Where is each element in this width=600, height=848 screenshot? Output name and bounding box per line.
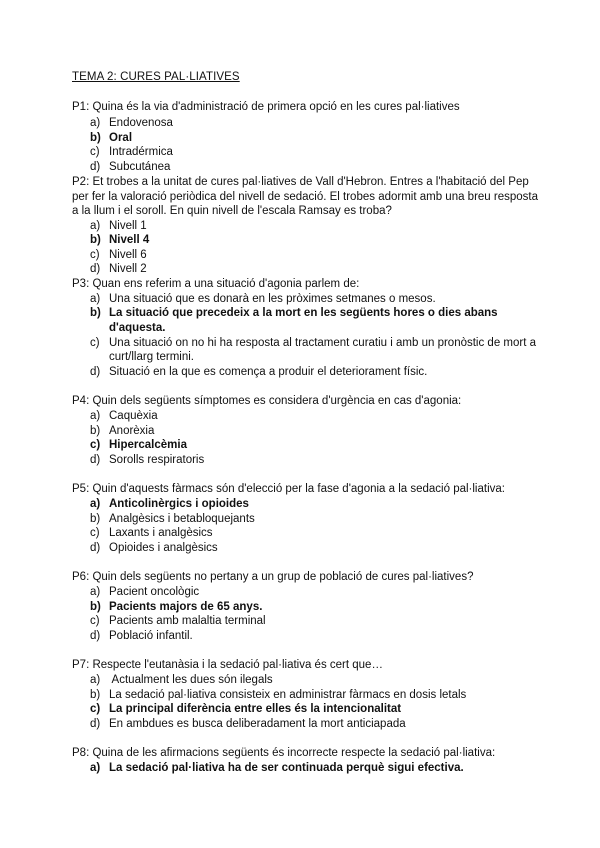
question-1-text: P1: Quina és la via d'administració de primera opció en les cures pal·liatives — [72, 101, 460, 113]
option-letter: a) — [90, 220, 101, 232]
option-letter: b) — [90, 234, 101, 246]
option-letter: a) — [90, 498, 101, 510]
question-4-option-c — [90, 438, 187, 453]
question-5-option-b — [90, 512, 255, 527]
question-3-option-d — [90, 365, 427, 380]
option-text: Sorolls respiratoris — [109, 454, 205, 466]
option-text: Situació en la que es comença a produir el deteriorament físic. — [109, 366, 428, 378]
option-letter: d) — [90, 542, 101, 554]
option-text: Laxants i analgèsics — [109, 527, 213, 539]
question-5-option-a — [90, 497, 249, 512]
option-text: La sedació pal·liativa consisteix en administrar fàrmacs en dosis letals — [109, 689, 467, 701]
question-7-text: P7: Respecte l'eutanàsia i la sedació pal·liativa és cert que… — [72, 659, 383, 671]
option-text: Nivell 4 — [109, 234, 150, 246]
question-5-text: P5: Quin d'aquests fàrmacs són d'elecció per la fase d'agonia a la sedació pal·liativa: — [72, 483, 505, 495]
option-letter: a) — [90, 410, 101, 422]
option-letter: b) — [90, 425, 101, 437]
option-text: Opioides i analgèsics — [109, 542, 218, 554]
option-text: Hipercalcèmia — [109, 439, 187, 451]
question-2-text-line-1: P2: Et trobes a la unitat de cures pal·liatives de Vall d'Hebron. Entres a l'habitació del Pep — [72, 176, 529, 188]
question-5-option-d — [90, 541, 218, 556]
option-text: Nivell 6 — [109, 249, 147, 261]
question-5-option-c — [90, 526, 213, 541]
question-2-option-a — [90, 219, 147, 234]
option-text: Nivell 2 — [109, 263, 147, 275]
question-2-option-b — [90, 233, 149, 248]
option-text: Endovenosa — [109, 117, 173, 129]
option-letter: d) — [90, 630, 101, 642]
option-text: Actualment les dues són ilegals — [109, 674, 273, 686]
question-3-option-b-continuation: d'aquesta. — [109, 322, 166, 334]
question-7-option-d — [90, 717, 406, 732]
option-letter: b) — [90, 513, 101, 525]
option-text: Nivell 1 — [109, 220, 147, 232]
question-3-option-c — [90, 336, 536, 351]
option-letter: b) — [90, 132, 101, 144]
option-letter: d) — [90, 366, 101, 378]
option-letter: a) — [90, 293, 101, 305]
option-letter: c) — [90, 527, 100, 539]
option-text: Oral — [109, 132, 133, 144]
option-letter: d) — [90, 161, 101, 173]
option-letter: c) — [90, 146, 100, 158]
option-letter: a) — [90, 762, 101, 774]
question-7-option-c — [90, 702, 401, 717]
question-1-option-c — [90, 145, 173, 160]
option-text: Caquèxia — [109, 410, 158, 422]
document-title: TEMA 2: CURES PAL·LIATIVES — [72, 71, 240, 83]
option-text: La sedació pal·liativa ha de ser continuada perquè sigui efectiva. — [109, 762, 464, 774]
option-letter: c) — [90, 703, 101, 715]
question-6-option-a — [90, 585, 199, 600]
option-letter: c) — [90, 337, 100, 349]
question-3-option-a — [90, 292, 436, 307]
question-8-text: P8: Quina de les afirmacions següents és incorrecte respecte la sedació pal·liativa: — [72, 747, 496, 759]
option-text: Pacients majors de 65 anys. — [109, 601, 263, 613]
option-text: Pacient oncològic — [109, 586, 200, 598]
option-text: Una situació on no hi ha resposta al tractament curatiu i amb un pronòstic de mort a — [109, 337, 537, 349]
question-6-text: P6: Quin dels següents no pertany a un grup de població de cures pal·liatives? — [72, 571, 474, 583]
question-2-option-d — [90, 262, 147, 277]
option-text: En ambdues es busca deliberadament la mort anticiapada — [109, 718, 406, 730]
question-4-option-a — [90, 409, 158, 424]
option-letter: c) — [90, 615, 100, 627]
question-2-option-c — [90, 248, 147, 263]
option-text: Anticolinèrgics i opioides — [109, 498, 249, 510]
option-letter: a) — [90, 586, 101, 598]
question-6-option-c — [90, 614, 266, 629]
question-4-option-b — [90, 424, 154, 439]
question-2-text-line-3: a la llum i el soroll. En quin nivell de l'escala Ramsay es troba? — [72, 205, 392, 217]
question-2-text-line-2: per fer la valoració periòdica del nivell de sedació. El trobes adormit amb una breu resposta — [72, 191, 539, 203]
option-letter: d) — [90, 454, 101, 466]
question-1-option-a — [90, 116, 173, 131]
option-text: La principal diferència entre elles és la intencionalitat — [109, 703, 402, 715]
option-text: Intradérmica — [109, 146, 173, 158]
question-8-option-a — [90, 761, 464, 776]
option-text: Pacients amb malaltia terminal — [109, 615, 266, 627]
question-4-option-d — [90, 453, 204, 468]
option-letter: b) — [90, 601, 101, 613]
option-letter: a) — [90, 117, 101, 129]
question-4-text: P4: Quin dels següents símptomes es considera d'urgència en cas d'agonia: — [72, 395, 462, 407]
question-1-option-d — [90, 160, 170, 175]
option-text: Analgèsics i betabloquejants — [109, 513, 255, 525]
option-text: Subcutánea — [109, 161, 171, 173]
option-letter: d) — [90, 718, 101, 730]
option-letter: c) — [90, 439, 101, 451]
question-3-option-b — [90, 306, 498, 321]
option-letter: d) — [90, 263, 101, 275]
option-text: Anorèxia — [109, 425, 155, 437]
question-7-option-b — [90, 688, 466, 703]
option-text: Població infantil. — [109, 630, 193, 642]
option-letter: b) — [90, 307, 101, 319]
option-text: La situació que precedeix a la mort en les següents hores o dies abans — [109, 307, 498, 319]
question-7-option-a — [90, 673, 273, 688]
question-6-option-b — [90, 600, 262, 615]
question-1-option-b — [90, 131, 132, 146]
question-3-option-c-continuation: curt/llarg termini. — [109, 351, 194, 363]
option-letter: b) — [90, 689, 101, 701]
option-letter: c) — [90, 249, 100, 261]
option-letter: a) — [90, 674, 101, 686]
question-6-option-d — [90, 629, 193, 644]
question-3-text: P3: Quan ens referim a una situació d'agonia parlem de: — [72, 278, 360, 290]
option-text: Una situació que es donarà en les pròximes setmanes o mesos. — [109, 293, 436, 305]
